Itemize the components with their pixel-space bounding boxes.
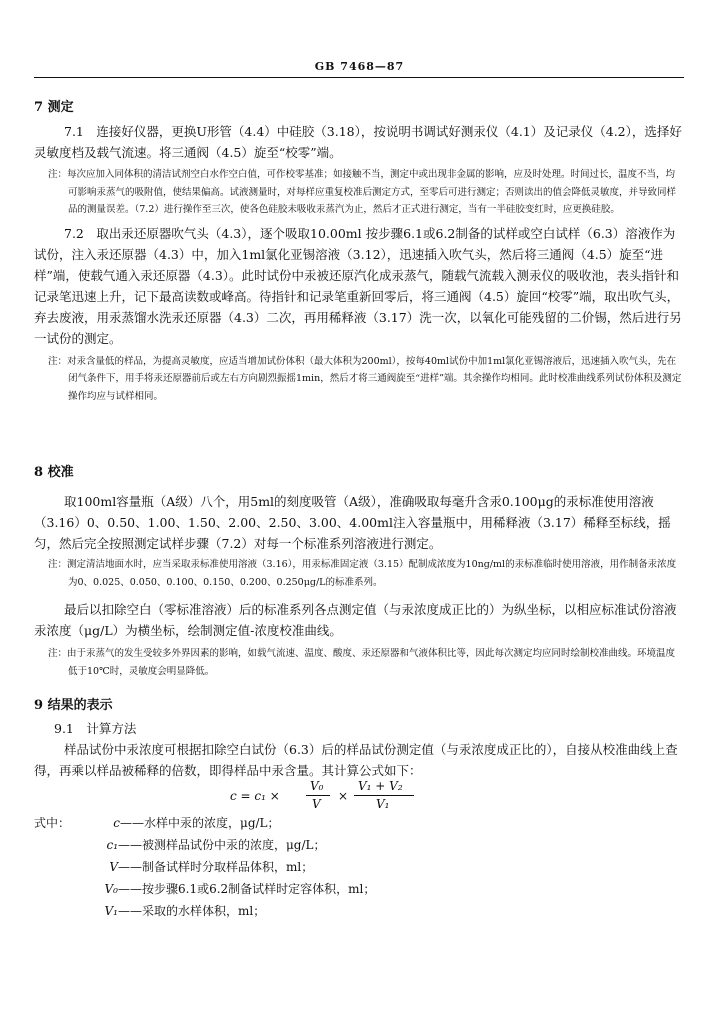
para-7-1: 7.1 连接好仪器，更换U形管（4.4）中硅胶（3.18），按说明书调试好测汞仪（4.1）及记录仪（4.2），选择好灵敏度档及载气流速。将三通阀（4.5）旋至“校零”端。 xyxy=(34,124,682,160)
para-7-2: 7.2 取出汞还原器吹气头（4.3），逐个吸取10.00ml 按步骤6.1或6.2制备的试样或空白试样（6.3）溶液作为试份，注入汞还原器（4.3）中，加入1ml氯化亚锡溶液（3.12），迅速插入吹气头，然后将三通阀（4.5）旋至“进样”端，使载气通入汞还原器（4.3）。此时试份中汞被还原汽化成汞蒸气，随载气流载入测汞仪的吸收池，表头指针和记录笔迅速上升，记下最高读数或峰高。待指针和记录笔重新回零后，将三通阀（4.5）旋回“校零”端，取出吹气头，弃去废液，用汞蒸馏水洗汞还原器（4.3）二次，再用稀释液（3.17）洗一次，以氧化可能残留的二价锡，然后进行另一试份的测定。 xyxy=(34,225,682,346)
definition-row xyxy=(34,900,684,922)
section-7 xyxy=(34,97,684,405)
section-9 xyxy=(34,695,684,781)
formula-frac1-numerator: V₀ xyxy=(310,779,324,793)
symbol-definitions xyxy=(34,812,684,922)
formula-multiply: × xyxy=(338,789,349,803)
definition-row xyxy=(34,812,684,834)
note-7-2: 注：对汞含量低的样品，为提高灵敏度，应适当增加试份体积（最大体积为200ml），按每40ml试份中加1ml氯化亚锡溶液后，迅速插入吹气头，先在闭气条件下，用手将汞还原器前后或左右方向剧烈振摇1min，然后才将三通阀旋至“进样”端。其余操作均相同。此时校准曲线系列试份体积及测定操作均应与试样相同。 xyxy=(48,355,682,402)
formula-frac2-denominator: V₁ xyxy=(376,797,390,811)
section-8 xyxy=(34,462,684,680)
section-7-heading: 7 测定 xyxy=(34,100,74,115)
definition-symbol: V₁ xyxy=(104,904,118,918)
definition-symbol: c₁ xyxy=(106,838,118,852)
definition-row xyxy=(34,878,684,900)
concentration-formula xyxy=(230,779,490,813)
definition-symbol: V₀ xyxy=(104,882,118,896)
formula-frac2-line xyxy=(354,795,414,796)
definition-text: ——采取的水样体积，ml； xyxy=(118,904,266,918)
note-8-2: 注：由于汞蒸气的发生受较多外界因素的影响，如载气流速、温度、酸度、汞还原器和气液体积比等，因此每次测定均应同时绘制校准曲线。环境温度低于10℃时，灵敏度会明显降低。 xyxy=(48,648,676,677)
definition-row xyxy=(34,834,684,856)
definition-row xyxy=(34,856,684,878)
para-8-2: 最后以扣除空白（零标准溶液）后的标准系列各点测定值（与汞浓度成正比的）为纵坐标，以相应标准试份溶液汞浓度（μg/L）为横坐标，绘制测定值-浓度校准曲线。 xyxy=(34,602,677,638)
header-rule xyxy=(34,77,684,78)
note-8-1: 注：测定清洁地面水时，应当采取汞标准使用溶液（3.16），用汞标准固定液（3.15）配制成浓度为10ng/ml的汞标准临时使用溶液，用作制备汞浓度为0、0.025、0.050、0.100、0.150、0.200、0.250μg/L的标准系列。 xyxy=(48,559,677,588)
definition-text: ——按步骤6.1或6.2制备试样时定容体积，ml； xyxy=(118,882,376,896)
note-7-1: 注：每次应加入同体积的清洁试剂空白水作空白值，可作校零基准；如接触不当，测定中或出现非金属的影响，应及时处理。时间过长，温度不当，均可影响汞蒸气的吸附值，使结果偏高。试液测量时，对每样应重复校准后测定方式，至零后可进行测定；否则读出的值会降低灵敏度，并导致同样品的测量误差。（7.2）进行操作至三次，使各色硅胶未吸收汞蒸汽为止，然后才正式进行测定，当有一半硅胶变红时，应更换硅胶。 xyxy=(48,169,677,215)
section-8-heading: 8 校准 xyxy=(34,465,74,480)
definition-text: ——被测样品试份中汞的浓度，μg/L； xyxy=(118,838,326,852)
definition-symbol: c xyxy=(113,816,121,830)
para-9-1: 样品试份中汞浓度可根据扣除空白试份（6.3）后的样品试份测定值（与汞浓度成正比的），自接从校准曲线上查得，再乘以样品被稀释的倍数，即得样品中汞含量。其计算公式如下： xyxy=(34,742,678,778)
definitions-intro: 式中： xyxy=(34,816,71,830)
formula-frac1-line xyxy=(306,795,330,796)
formula-lhs: c = c₁ × xyxy=(230,789,280,803)
formula-frac1-denominator: V xyxy=(312,797,321,811)
section-9-heading: 9 结果的表示 xyxy=(34,698,113,713)
definition-symbol: V xyxy=(109,860,118,874)
subsection-9-1: 9.1 计算方法 xyxy=(54,721,137,736)
page-header: GB 7468—87 xyxy=(314,60,405,73)
para-8-1: 取100ml容量瓶（A级）八个，用5ml的刻度吸管（A级），准确吸取每毫升含汞0.100μg的汞标准使用溶液（3.16）0、0.50、1.00、1.50、2.00、2.50、3.00、4.00ml注入容量瓶中，用稀释液（3.17）稀释至标线，摇匀，然后完全按照测定试样步骤（7.2）对每一个标准系列溶液进行测定。 xyxy=(34,494,671,551)
definition-text: ——水样中汞的浓度，μg/L； xyxy=(120,816,280,830)
definition-text: ——制备试样时分取样品体积，ml； xyxy=(118,860,314,874)
formula-frac2-numerator: V₁ + V₂ xyxy=(358,779,403,793)
